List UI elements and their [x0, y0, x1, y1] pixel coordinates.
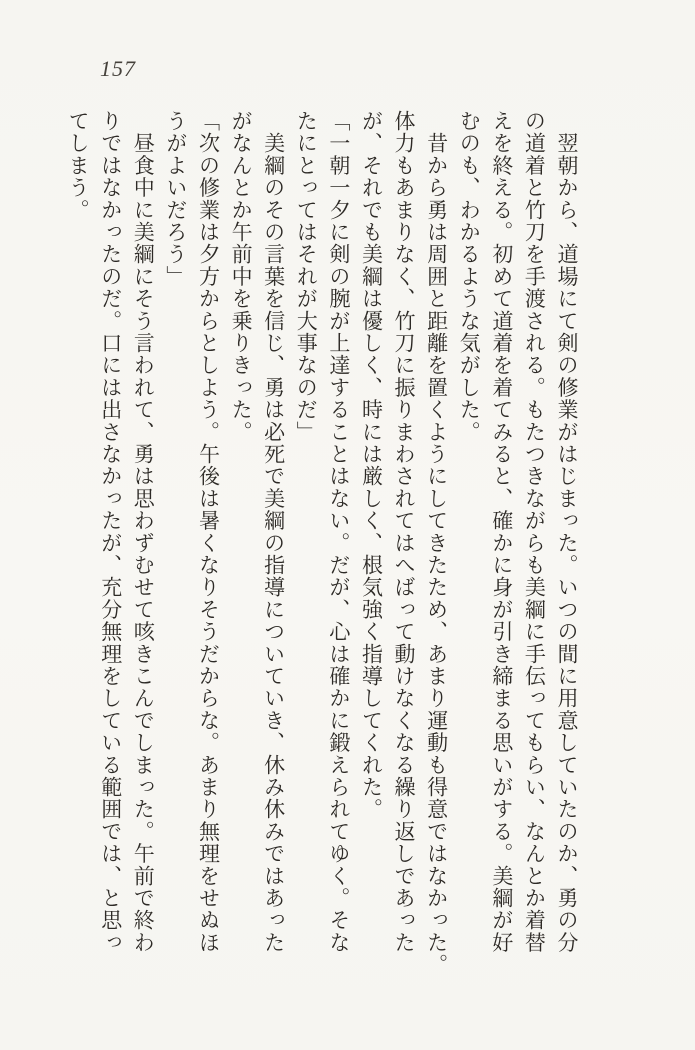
text-line: 翌朝から、道場にて剣の修業がはじまった。いつの間に用意していたのか、勇の分 — [555, 110, 579, 954]
text-line: 「次の修業は夕方からとしよう。午後は暑くなりそうだからな。あまり無理をせぬほ — [196, 110, 221, 954]
text-line: が、それでも美綱は優しく、時には厳しく、根気強く指導してくれた。 — [359, 110, 384, 821]
paragraph-dialogue — [290, 110, 355, 995]
text-line: てしまう。 — [66, 110, 91, 221]
text-line: たにとってはそれが大事なのだ」 — [294, 110, 319, 443]
paragraph — [355, 110, 453, 995]
text-line: むのも、わかるような気がした。 — [457, 110, 482, 443]
page-number: 157 — [100, 56, 136, 81]
paragraph — [62, 110, 160, 995]
text-line: りではなかったのだ。口には出さなかったが、充分無理をしている範囲では、と思っ — [98, 110, 123, 954]
text-line: うがよいだろう」 — [163, 110, 188, 288]
text-line: 昼食中に美綱にそう言われて、勇は思わずむせて咳きこんでしまった。午前で終わ — [131, 110, 156, 954]
text-line: 「一朝一夕に剣の腕が上達することはない。だが、心は確かに鍛えられてゆく。そな — [326, 110, 351, 954]
paragraph — [453, 110, 583, 995]
text-line: 昔から勇は周囲と距離を置くようにしてきたため、あまり運動も得意ではなかった。 — [424, 110, 449, 976]
paragraph — [224, 110, 289, 995]
paragraph-dialogue — [159, 110, 224, 995]
page-body — [62, 110, 584, 995]
text-line: 体力もあまりなく、竹刀に振りまわされてはへばって動けなくなる繰り返しであった — [392, 110, 417, 954]
text-line: 美綱のその言葉を信じ、勇は必死で美綱の指導についていき、休み休みではあった — [261, 110, 286, 954]
text-line: の道着と竹刀を手渡される。もたつきながらも美綱に手伝ってもらい、なんとか着替 — [522, 110, 547, 954]
text-line: がなんとか午前中を乗りきった。 — [229, 110, 254, 443]
text-line: えを終える。初めて道着を着てみると、確かに身が引き締まる思いがする。美綱が好 — [489, 110, 514, 954]
